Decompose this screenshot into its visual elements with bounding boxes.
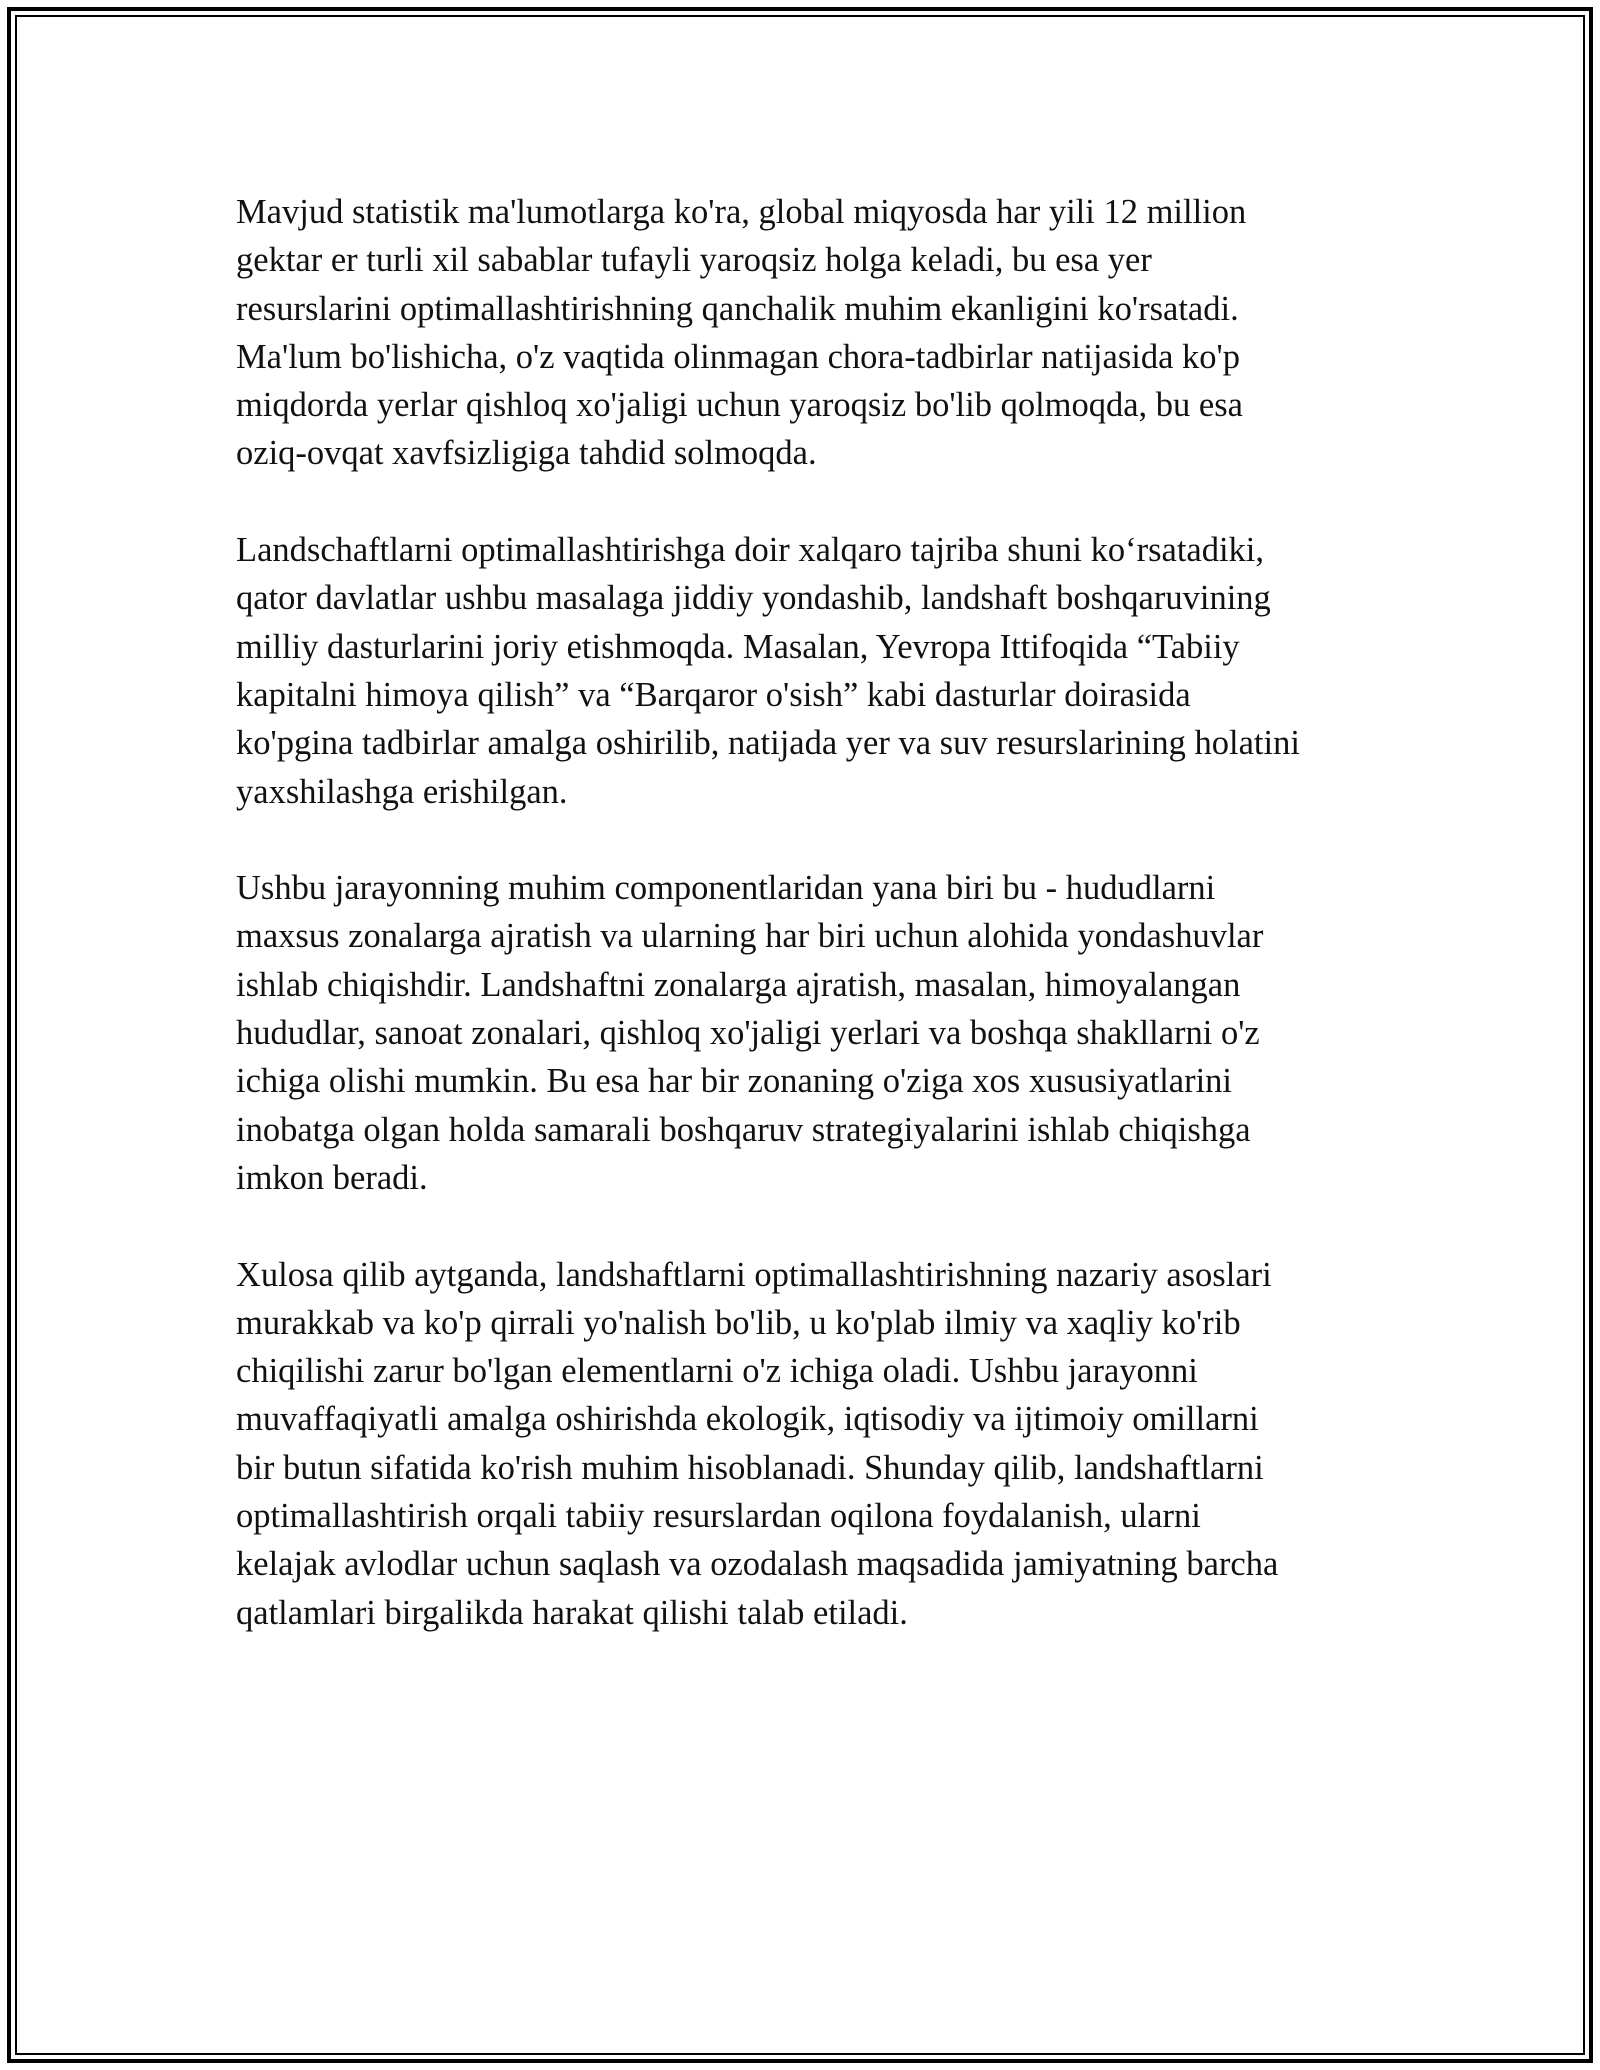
document-body xyxy=(236,188,1376,1685)
text-line: ishlab chiqishdir. Landshaftni zonalarga ajratish, masalan, himoyalangan xyxy=(236,965,1241,1004)
text-line: kelajak avlodlar uchun saqlash va ozodalash maqsadida jamiyatning barcha xyxy=(236,1545,1279,1584)
text-line: imkon beradi. xyxy=(236,1158,428,1197)
paragraph-3 xyxy=(236,864,1376,1202)
text-line: Landschaftlarni optimallashtirishga doir xalqaro tajriba shuni ko‘rsatadiki, xyxy=(236,531,1265,570)
text-line: ichiga olishi mumkin. Bu esa har bir zonaning o'ziga xos xususiyatlarini xyxy=(236,1062,1233,1101)
text-line: inobatga olgan holda samarali boshqaruv strategiyalarini ishlab chiqishga xyxy=(236,1110,1251,1149)
text-line: yaxshilashga erishilgan. xyxy=(236,772,568,811)
text-line: Mavjud statistik ma'lumotlarga ko'ra, global miqyosda har yili 12 million xyxy=(236,193,1247,231)
text-line: hududlar, sanoat zonalari, qishloq xo'jaligi yerlari va boshqa shakllarni o'z xyxy=(236,1014,1260,1053)
text-line: ko'pgina tadbirlar amalga oshirilib, natijada yer va suv resurslarining holatini xyxy=(236,724,1300,763)
paragraph-1 xyxy=(236,188,1376,478)
text-line: maxsus zonalarga ajratish va ularning har biri uchun alohida yondashuvlar xyxy=(236,917,1264,956)
text-line: gektar er turli xil sabablar tufayli yaroqsiz holga keladi, bu esa yer xyxy=(236,241,1152,280)
text-line: milliy dasturlarini joriy etishmoqda. Masalan, Yevropa Ittifoqida “Tabiiy xyxy=(236,627,1240,666)
text-line: qatlamlari birgalikda harakat qilishi talab etiladi. xyxy=(236,1593,908,1632)
text-line: resurslarini optimallashtirishning qanchalik muhim ekanligini ko'rsatadi. xyxy=(236,289,1239,328)
text-line: Ma'lum bo'lishicha, o'z vaqtida olinmagan chora-tadbirlar natijasida ko'p xyxy=(236,337,1240,376)
text-line: miqdorda yerlar qishloq xo'jaligi uchun yaroqsiz bo'lib qolmoqda, bu esa xyxy=(236,386,1243,425)
text-line: muvaffaqiyatli amalga oshirishda ekologik, iqtisodiy va ijtimoiy omillarni xyxy=(236,1400,1259,1439)
text-line: Ushbu jarayonning muhim componentlaridan yana biri bu - hududlarni xyxy=(236,869,1216,908)
text-line: oziq-ovqat xavfsizligiga tahdid solmoqda. xyxy=(236,434,817,473)
paragraph-2 xyxy=(236,526,1376,816)
text-line: kapitalni himoya qilish” va “Barqaror o'sish” kabi dasturlar doirasida xyxy=(236,675,1191,714)
text-line: murakkab va ko'p qirrali yo'nalish bo'lib, u ko'plab ilmiy va xaqliy ko'rib xyxy=(236,1303,1241,1342)
text-line: qator davlatlar ushbu masalaga jiddiy yondashib, landshaft boshqaruvining xyxy=(236,579,1271,618)
text-line: bir butun sifatida ko'rish muhim hisoblanadi. Shunday qilib, landshaftlarni xyxy=(236,1448,1264,1487)
paragraph-4 xyxy=(236,1251,1376,1637)
text-line: chiqilishi zarur bo'lgan elementlarni o'z ichiga oladi. Ushbu jarayonni xyxy=(236,1352,1198,1391)
text-line: optimallashtirish orqali tabiiy resurslardan oqilona foydalanish, ularni xyxy=(236,1497,1201,1536)
text-line: Xulosa qilib aytganda, landshaftlarni optimallashtirishning nazariy asoslari xyxy=(236,1255,1272,1294)
